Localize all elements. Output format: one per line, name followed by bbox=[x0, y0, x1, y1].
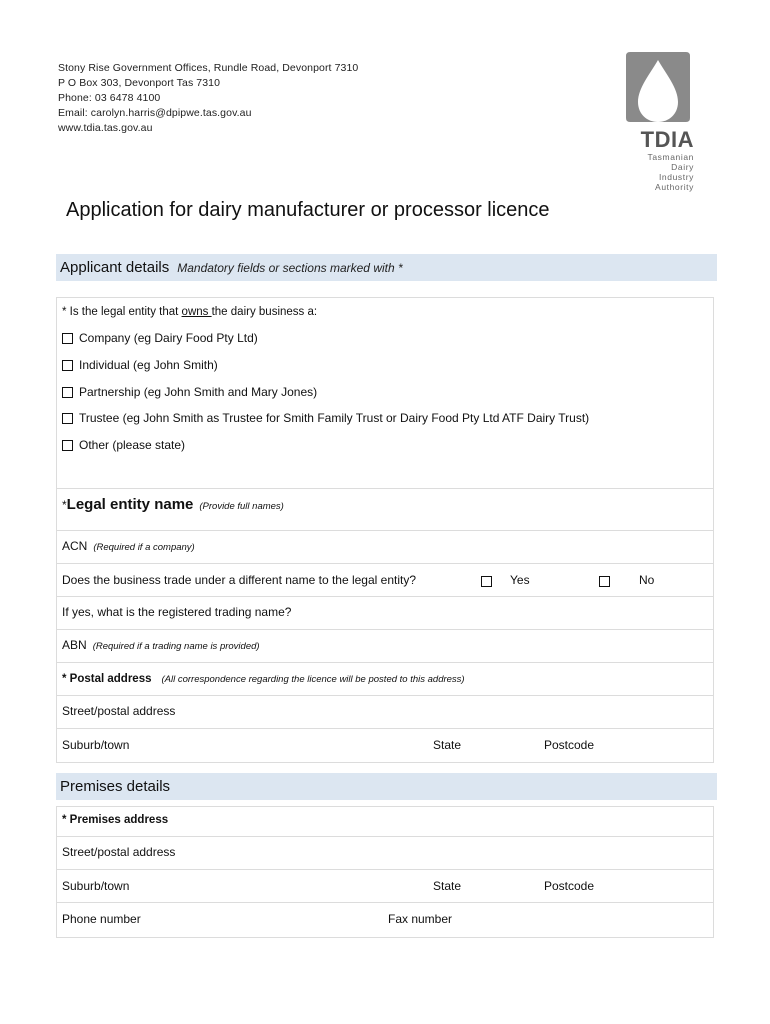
state-label: State bbox=[433, 879, 462, 893]
state-label: State bbox=[433, 738, 462, 752]
abn-label: ABN bbox=[62, 638, 87, 652]
acn-field[interactable] bbox=[57, 530, 713, 563]
option-other[interactable]: Other (please state) bbox=[62, 438, 185, 452]
no-checkbox[interactable] bbox=[599, 576, 610, 587]
postal-label: * Postal address bbox=[62, 673, 152, 685]
street-label: Street/postal address bbox=[62, 704, 176, 718]
legal-entity-type-group bbox=[57, 298, 713, 488]
premises-phone-fax-row[interactable] bbox=[57, 902, 713, 937]
postal-note: (All correspondence regarding the licence will be posted to this address) bbox=[161, 674, 465, 685]
option-trustee[interactable]: Trustee (eg John Smith as Trustee for Smith Family Trust or Dairy Food Pty Ltd ATF Dairy Trust) bbox=[62, 411, 589, 425]
legal-name-label: Legal entity name bbox=[66, 496, 194, 513]
trade-question: Does the business trade under a different name to the legal entity? bbox=[62, 573, 417, 587]
street-label: Street/postal address bbox=[62, 845, 176, 859]
contact-info bbox=[58, 61, 358, 136]
postcode-label: Postcode bbox=[544, 738, 595, 752]
section-title: Premises details bbox=[60, 778, 171, 795]
fax-label: Fax number bbox=[388, 912, 453, 926]
yes-label: Yes bbox=[510, 573, 530, 587]
postal-address-header bbox=[57, 662, 713, 695]
logo-wordmark: TDIA bbox=[640, 127, 694, 152]
yes-checkbox[interactable] bbox=[481, 576, 492, 587]
premises-suburb-row[interactable] bbox=[57, 869, 713, 902]
trading-name-field[interactable] bbox=[57, 596, 713, 629]
website: www.tdia.tas.gov.au bbox=[58, 122, 153, 134]
acn-note: (Required if a company) bbox=[93, 542, 195, 553]
logo-subtitle: Tasmanian Dairy Industry Authority bbox=[647, 152, 694, 192]
postcode-label: Postcode bbox=[544, 879, 595, 893]
premises-section-header bbox=[56, 773, 717, 800]
section-title: Applicant details bbox=[60, 259, 170, 276]
legal-entity-question: * Is the legal entity that owns the dairy business a: bbox=[62, 306, 318, 318]
legal-name-note: (Provide full names) bbox=[199, 501, 284, 512]
phone: Phone: 03 6478 4100 bbox=[58, 92, 161, 104]
milk-drop-icon bbox=[620, 52, 696, 124]
mandatory-note: Mandatory fields or sections marked with * bbox=[177, 260, 403, 275]
phone-label: Phone number bbox=[62, 912, 141, 926]
option-partnership[interactable]: Partnership (eg John Smith and Mary Jones) bbox=[62, 385, 317, 399]
tdia-logo bbox=[616, 52, 698, 192]
option-company[interactable]: Company (eg Dairy Food Pty Ltd) bbox=[62, 331, 258, 345]
postal-suburb-row[interactable] bbox=[57, 728, 713, 762]
premises-address-label: * Premises address bbox=[62, 814, 169, 826]
trade-name-question-row bbox=[57, 563, 713, 596]
email: Email: carolyn.harris@dpipwe.tas.gov.au bbox=[58, 107, 252, 119]
no-label: No bbox=[639, 573, 655, 587]
applicant-section-header bbox=[56, 254, 717, 281]
applicant-form bbox=[56, 297, 714, 763]
checkbox-icon[interactable] bbox=[62, 360, 73, 371]
abn-note: (Required if a trading name is provided) bbox=[92, 641, 260, 652]
acn-label: ACN bbox=[62, 539, 88, 553]
checkbox-icon[interactable] bbox=[62, 333, 73, 344]
suburb-label: Suburb/town bbox=[62, 738, 130, 752]
trading-name-question: If yes, what is the registered trading name? bbox=[62, 605, 292, 619]
po-box: P O Box 303, Devonport Tas 7310 bbox=[58, 77, 221, 89]
legal-entity-name-field[interactable]: *Legal entity name (Provide full names) bbox=[57, 488, 713, 530]
premises-street-field[interactable] bbox=[57, 836, 713, 869]
checkbox-icon[interactable] bbox=[62, 440, 73, 451]
abn-field[interactable] bbox=[57, 629, 713, 662]
checkbox-icon[interactable] bbox=[62, 413, 73, 424]
postal-street-field[interactable] bbox=[57, 695, 713, 728]
checkbox-icon[interactable] bbox=[62, 387, 73, 398]
office-address: Stony Rise Government Offices, Rundle Road, Devonport 7310 bbox=[58, 62, 359, 74]
option-individual[interactable]: Individual (eg John Smith) bbox=[62, 358, 218, 372]
suburb-label: Suburb/town bbox=[62, 879, 130, 893]
premises-address-header bbox=[57, 807, 713, 836]
premises-form bbox=[56, 806, 714, 938]
page-title: Application for dairy manufacturer or processor licence bbox=[66, 199, 550, 221]
